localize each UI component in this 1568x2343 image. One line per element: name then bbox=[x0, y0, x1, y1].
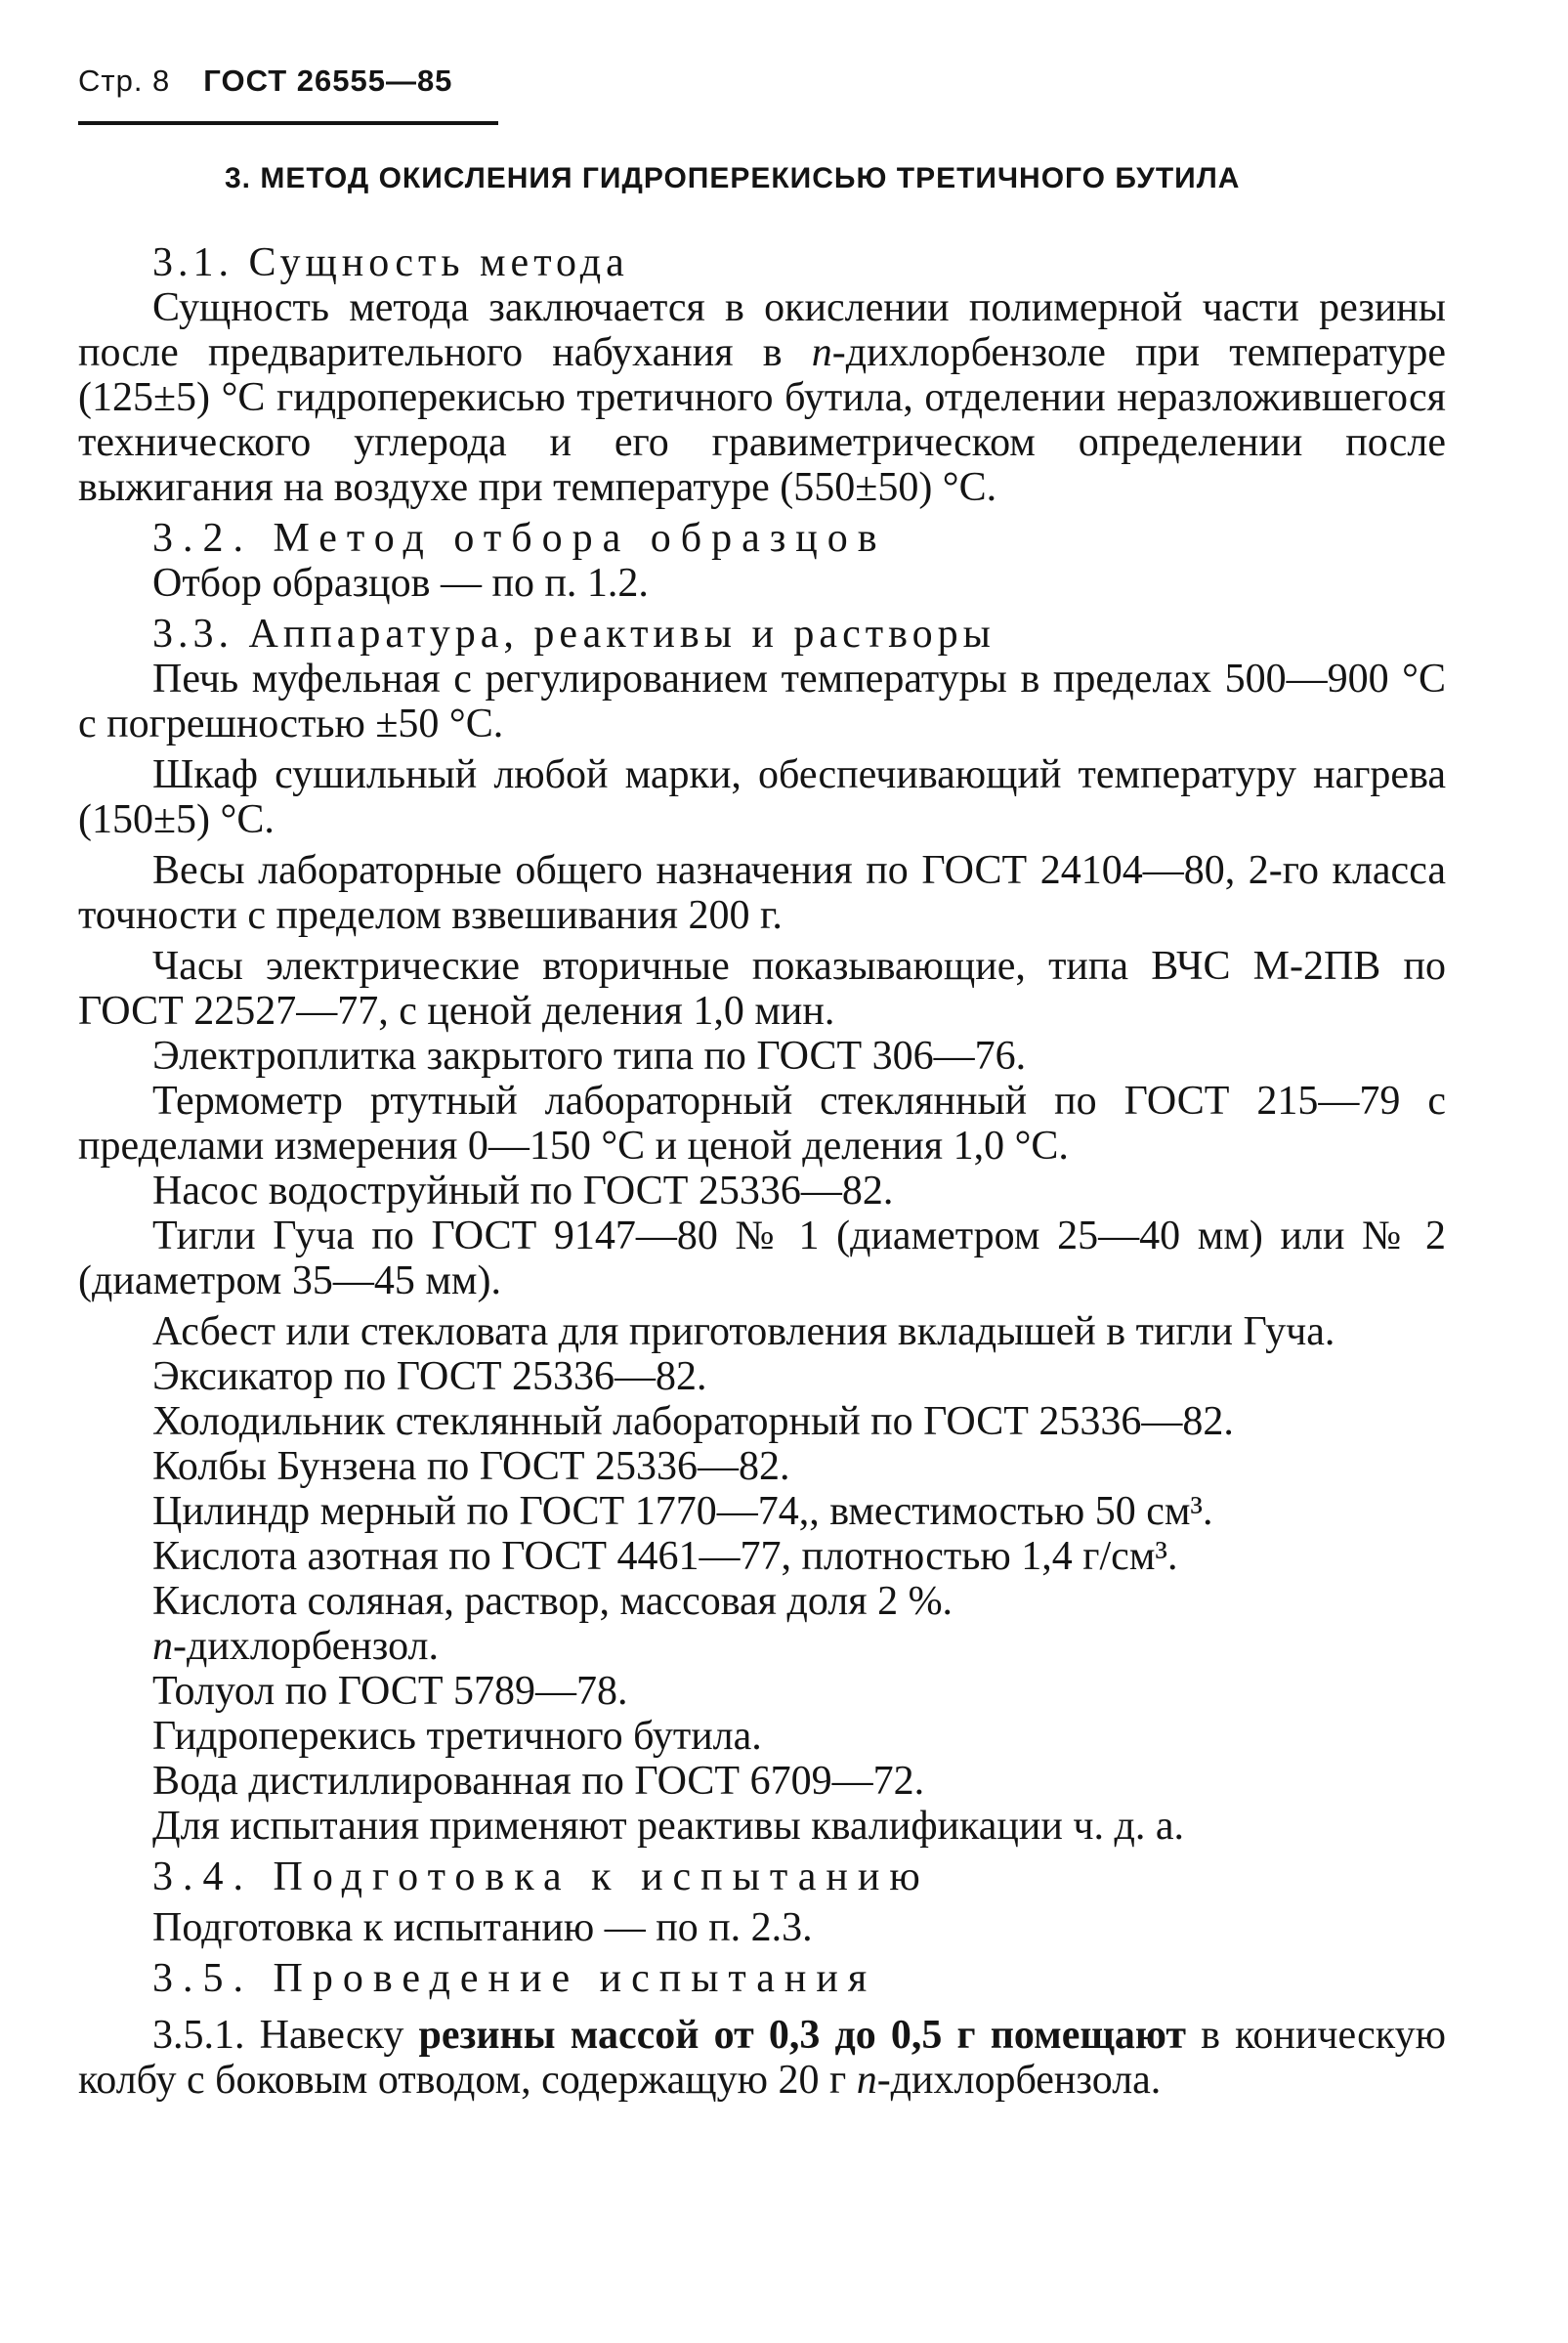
list-item: Вода дистиллированная по ГОСТ 6709—72. bbox=[152, 1759, 925, 1804]
text-segment: -дихлорбензоле при температуре (125±5) °С гидроперекисью третичного бутила, отделении неразложившегося технического углерода и его гравиметрическом определении после выжигания на воздухе при температуре (550±50) °С. bbox=[78, 330, 1446, 510]
document-body bbox=[78, 240, 1446, 2103]
list-item: Колбы Бунзена по ГОСТ 25336—82. bbox=[152, 1444, 790, 1489]
list-item: Кислота соляная, раствор, массовая доля 2 %. bbox=[152, 1579, 954, 1624]
text-segment: Сущность метода заключается в окислении полимерной части резины после предварительного набухания в bbox=[78, 285, 1446, 375]
standard-number: ГОСТ 26555—85 bbox=[203, 64, 453, 98]
paragraph-3-4: Подготовка к испытанию — по п. 2.3. bbox=[152, 1905, 813, 1950]
list-item bbox=[78, 1624, 1446, 1669]
list-item: Холодильник стеклянный лабораторный по ГОСТ 25336—82. bbox=[152, 1399, 1234, 1444]
header-divider bbox=[78, 121, 498, 125]
page-number: Стр. 8 bbox=[78, 64, 171, 98]
italic-n: n bbox=[856, 2058, 877, 2103]
subsection-heading-3-5: 3.5. Проведение испытания bbox=[152, 1956, 877, 2001]
text-segment-bold: резины массой от 0,3 до 0,5 г помещают bbox=[418, 2013, 1187, 2058]
text-segment: -дихлорбензол. bbox=[173, 1624, 439, 1669]
paragraph-3-1 bbox=[78, 285, 1446, 510]
list-item: Гидроперекись третичного бутила. bbox=[152, 1714, 762, 1759]
paragraph-3-5-1 bbox=[78, 2013, 1446, 2103]
text-segment: -дихлорбензола. bbox=[876, 2058, 1162, 2103]
paragraph-3-2: Отбор образцов — по п. 1.2. bbox=[152, 561, 649, 606]
list-item: Для испытания применяют реактивы квалификации ч. д. а. bbox=[152, 1804, 1184, 1849]
list-item: Печь муфельная с регулированием температуры в пределах 500—900 °С с погрешностью ±50 °С. bbox=[78, 657, 1446, 746]
text-segment: 3.5.1. Навеску bbox=[152, 2013, 419, 2058]
list-item: Цилиндр мерный по ГОСТ 1770—74,, вместимостью 50 см³. bbox=[152, 1489, 1213, 1534]
list-item: Шкаф сушильный любой марки, обеспечивающий температуру нагрева (150±5) °С. bbox=[78, 752, 1446, 842]
text-segment: в коническую колбу с боковым отводом, содержащую 20 г bbox=[78, 2013, 1446, 2103]
list-item: Насос водоструйный по ГОСТ 25336—82. bbox=[152, 1169, 894, 1214]
subsection-heading-3-2: 3.2. Метод отбора образцов bbox=[152, 516, 887, 561]
italic-n: n bbox=[152, 1624, 173, 1669]
section-title: 3. МЕТОД ОКИСЛЕНИЯ ГИДРОПЕРЕКИСЬЮ ТРЕТИЧНОГО БУТИЛА bbox=[225, 162, 1241, 194]
list-item: Толуол по ГОСТ 5789—78. bbox=[152, 1669, 628, 1714]
list-item: Электроплитка закрытого типа по ГОСТ 306—76. bbox=[152, 1034, 1027, 1079]
italic-n: n bbox=[811, 330, 832, 375]
document-page bbox=[78, 61, 1446, 2103]
list-item: Асбест или стекловата для приготовления вкладышей в тигли Гуча. bbox=[152, 1309, 1335, 1354]
list-item: Термометр ртутный лабораторный стеклянный по ГОСТ 215—79 с пределами измерения 0—150 °С и ценой деления 1,0 °С. bbox=[78, 1079, 1446, 1169]
list-item: Эксикатор по ГОСТ 25336—82. bbox=[152, 1354, 707, 1399]
subsection-heading-3-4: 3.4. Подготовка к испытанию bbox=[152, 1854, 930, 1899]
subsection-heading-3-3: 3.3. Аппаратура, реактивы и растворы bbox=[152, 612, 996, 657]
subsection-heading-3-1: 3.1. Сущность метода bbox=[152, 240, 629, 285]
list-item: Кислота азотная по ГОСТ 4461—77, плотностью 1,4 г/см³. bbox=[152, 1534, 1178, 1579]
page-header bbox=[78, 61, 1446, 102]
list-item: Тигли Гуча по ГОСТ 9147—80 № 1 (диаметром 25—40 мм) или № 2 (диаметром 35—45 мм). bbox=[78, 1214, 1446, 1303]
list-item: Весы лабораторные общего назначения по ГОСТ 24104—80, 2-го класса точности с пределом взвешивания 200 г. bbox=[78, 848, 1446, 938]
list-item: Часы электрические вторичные показывающие, типа ВЧС М-2ПВ по ГОСТ 22527—77, с ценой деления 1,0 мин. bbox=[78, 944, 1446, 1034]
